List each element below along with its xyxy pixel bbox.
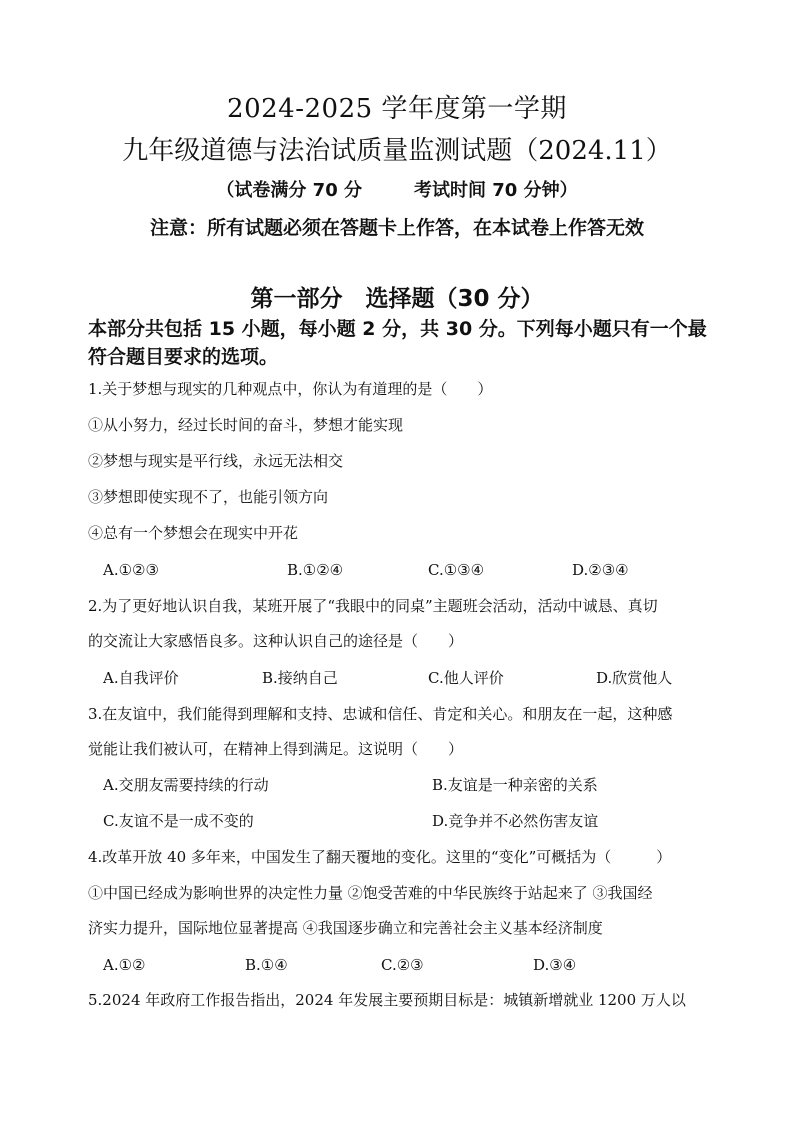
question-1-option-b: B.①②④ (287, 561, 344, 579)
question-2-stem-line2: 的交流让大家感悟良多。这种认识自己的途径是（ ） (88, 632, 464, 650)
question-4-option-a: A.①② (103, 956, 146, 974)
question-3-stem-line2: 觉能让我们被认可，在精神上得到满足。这说明（ ） (88, 740, 464, 758)
question-1-item-4: ④总有一个梦想会在现实中开花 (88, 524, 299, 542)
exam-title-line2: 九年级道德与法治试质量监测试题（2024.11） (122, 136, 672, 166)
question-4-stem-line1: 4.改革开放 40 多年来，中国发生了翻天覆地的变化。这里的“变化”可概括为（ ） (88, 848, 672, 866)
question-2-option-a: A.自我评价 (103, 669, 179, 687)
question-4-stem-line3: 济实力提升，国际地位显著提高 ④我国逐步确立和完善社会主义基本经济制度 (88, 919, 603, 937)
section-title: 第一部分 选择题（30 分） (250, 286, 544, 312)
question-3-stem-line1: 3.在友谊中，我们能得到理解和支持、忠诚和信任、肯定和关心。和朋友在一起，这种感 (88, 705, 673, 723)
question-3-option-b: B.友谊是一种亲密的关系 (432, 776, 598, 794)
question-3-option-c: C.友谊不是一成不变的 (103, 812, 254, 830)
exam-notice: 注意：所有试题必须在答题卡上作答，在本试卷上作答无效 (149, 217, 644, 239)
full-score: （试卷满分 70 分 (216, 180, 362, 201)
question-4-option-d: D.③④ (533, 956, 577, 974)
question-2-option-d: D.欣赏他人 (596, 669, 673, 687)
question-5-stem-line1: 5.2024 年政府工作报告指出，2024 年发展主要预期目标是：城镇新增就业 1200 万人以 (88, 991, 686, 1009)
question-2-stem-line1: 2.为了更好地认识自我，某班开展了“我眼中的同桌”主题班会活动，活动中诚恳、真切 (88, 597, 658, 615)
question-1-option-d: D.②③④ (572, 561, 629, 579)
question-4-option-b: B.①④ (245, 956, 288, 974)
question-1-item-3: ③梦想即使实现不了，也能引领方向 (88, 488, 329, 506)
exam-title-line1: 2024-2025 学年度第一学期 (227, 94, 567, 124)
section-instructions: 本部分共包括 15 小题，每小题 2 分，共 30 分。下列每小题只有一个最符合题目要求的选项。 (88, 318, 707, 368)
question-4-option-c: C.②③ (381, 956, 424, 974)
question-2-option-b: B.接纳自己 (262, 669, 338, 687)
exam-info (0, 176, 794, 202)
question-1-item-1: ①从小努力，经过长时间的奋斗，梦想才能实现 (88, 416, 404, 434)
question-1-item-2: ②梦想与现实是平行线，永远无法相交 (88, 452, 344, 470)
question-3-option-d: D.竞争并不必然伤害友谊 (432, 812, 599, 830)
question-2-option-c: C.他人评价 (428, 669, 504, 687)
question-1-option-a: A.①②③ (103, 561, 159, 579)
question-1-stem: 1.关于梦想与现实的几种观点中，你认为有道理的是（ ） (88, 380, 493, 398)
question-4-stem-line2: ①中国已经成为影响世界的决定性力量 ②饱受苦难的中华民族终于站起来了 ③我国经 (88, 884, 653, 902)
question-3-option-a: A.交朋友需要持续的行动 (103, 776, 269, 794)
question-1-option-c: C.①③④ (428, 561, 485, 579)
exam-time: 考试时间 70 分钟） (414, 180, 578, 201)
